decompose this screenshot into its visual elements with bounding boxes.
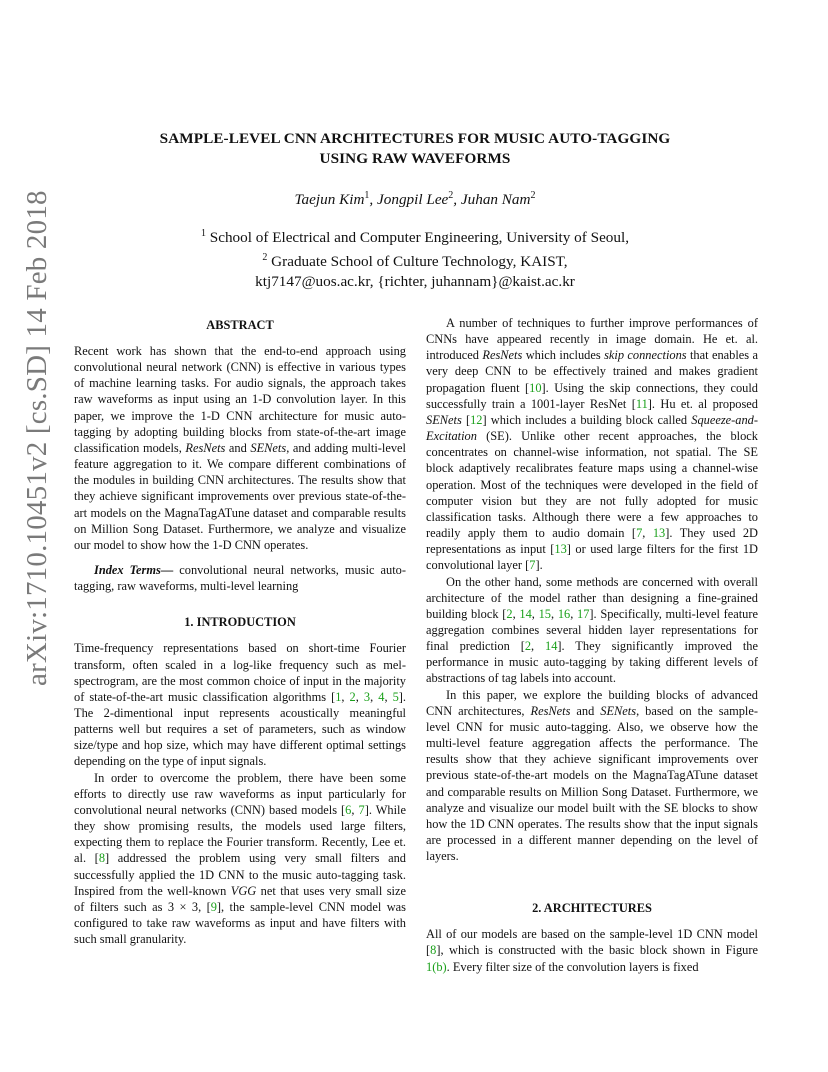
citation-link[interactable]: 6 [345, 802, 352, 817]
affiliations [90, 224, 740, 292]
affiliation-1 [90, 224, 740, 248]
author-affil-sup: 1 [364, 190, 370, 201]
index-terms: Index Terms— convolutional neural networks, music auto-tagging, raw waveforms, multi-level learning [74, 563, 406, 594]
citation-link[interactable]: 3 [363, 689, 371, 704]
affiliation-text: Graduate School of Culture Technology, KAIST, [271, 253, 568, 271]
citation-link[interactable]: 13 [652, 526, 666, 541]
intro-paragraph: In order to overcome the problem, there have been some efforts to directly use raw waveforms as input particularly for convolutional neural networks (CNN) based models [6, 7]. While they show promising results, the models used large filters, expecting them to replace the Fourier transform. Recently, Lee et. al. [8] addressed the problem using very small filters and successfully applied the 1D CNN to the music auto-tagging task. Inspired from the well-known VGG net that uses very small size of filters such as 3 × 3, [9], the sample-level CNN model was configured to take raw waveforms as input and have filters with such small granularity. [74, 770, 407, 947]
citation-link[interactable]: 2 [524, 639, 532, 654]
author-name: Jongpil Lee [377, 191, 449, 209]
introduction-heading: 1. INTRODUCTION [184, 615, 296, 630]
citation-link[interactable]: 14 [545, 639, 558, 654]
intro-paragraph: In this paper, we explore the building blocks of advanced CNN architectures, ResNets and SENets, based on the sample-level CNN for music auto-tagging. Also, we observe how the multi-level feature aggregation affects the performance. The results show that they achieve significant improvements over previous state-of-the-art models on the MagnaTagATune dataset and comparable results on Million Song Dataset. Furthermore, we analyze and visualize our model built with the SE blocks to show how the 1D CNN operates. The results show that the input signals are processed in a different manner depending on the level of layers. [426, 687, 759, 864]
citation-link[interactable]: 9 [210, 899, 217, 914]
citation-link[interactable]: 17 [577, 606, 590, 621]
affiliation-text: School of Electrical and Computer Engineering, University of Seoul, [209, 229, 630, 247]
citation-link[interactable]: 13 [554, 542, 567, 557]
citation-link[interactable]: 4 [378, 689, 385, 704]
citation-link[interactable]: 14 [519, 606, 532, 621]
abstract-heading: ABSTRACT [206, 318, 274, 332]
index-terms-label: Index Terms— [94, 563, 174, 578]
citation-link[interactable]: 16 [557, 606, 571, 621]
figure-reference-link[interactable]: 1(b) [426, 959, 447, 974]
architectures-heading: 2. ARCHITECTURES [532, 901, 652, 916]
author-affil-sup: 2 [530, 190, 536, 201]
citation-link[interactable]: 2 [349, 689, 356, 704]
citation-link[interactable]: 7 [529, 558, 536, 573]
citation-link[interactable]: 11 [635, 396, 648, 411]
left-column [74, 315, 406, 947]
citation-link[interactable]: 7 [636, 526, 643, 541]
author-name: Juhan Nam [460, 191, 531, 209]
title-line-2: USING RAW WAVEFORMS [319, 150, 511, 167]
author-affil-sup: 2 [448, 190, 454, 201]
title-line-1: SAMPLE-LEVEL CNN ARCHITECTURES FOR MUSIC AUTO-TAGGING [159, 130, 671, 147]
citation-link[interactable]: 12 [470, 412, 483, 427]
affil-sup: 1 [200, 228, 206, 239]
citation-link[interactable]: 7 [358, 802, 365, 817]
author-name: Taejun Kim [294, 191, 365, 209]
abstract-text: Recent work has shown that the end-to-end approach using convolutional neural network (CNN) is effective in various types of machine learning tasks. For audio signals, the approach takes raw waveforms as input using an 1-D convolution layer. In this paper, we improve the 1-D CNN architecture for music auto-tagging by adopting building blocks from state-of-the-art image classification models, ResNets and SENets, and adding multi-level feature aggregation to it. We compare different combinations of the modules in building CNN architectures. The results show that they achieve significant improvements over previous state-of-the-art models on the MagnaTagATune dataset and comparable results on Million Song Dataset. Furthermore, we analyze and visualize our model to show how the 1-D CNN operates. [74, 344, 406, 552]
author-emails: ktj7147@uos.ac.kr, {richter, juhannam}@kaist.ac.kr [255, 273, 575, 291]
citation-link[interactable]: 2 [506, 606, 513, 621]
citation-link[interactable]: 15 [538, 606, 551, 621]
arxiv-identifier[interactable]: arXiv:1710.10451v2 [cs.SD] 14 Feb 2018 [21, 190, 53, 686]
architectures-paragraph: All of our models are based on the sample-level 1D CNN model [8], which is constructed with the basic block shown in Figure 1(b). Every filter size of the convolution layers is fixed [426, 927, 758, 974]
citation-link[interactable]: 8 [98, 851, 106, 866]
citation-link[interactable]: 8 [430, 943, 437, 958]
intro-paragraph: Time-frequency representations based on short-time Fourier transform, often scaled in a log-like frequency such as mel-spectrogram, are the most common choice of input in the majority of state-of-the-art music classification algorithms [1, 2, 3, 4, 5]. The 2-dimentional input represents acoustically meaningful patterns well but requires a set of parameters, such as window size/type and hop size, which may have different optimal settings depending on the type of input signals. [74, 641, 407, 769]
intro-paragraph: A number of techniques to further improve performances of CNNs have appeared recently in image domain. He et. al. introduced ResNets which includes skip connections that enables a very deep CNN to be effectively trained and makes gradient propagation fluent [10]. Using the skip connections, they could successfully train a 1001-layer ResNet [11]. Hu et. al proposed SENets [12] which includes a building block called Squeeze-and-Excitation (SE). Unlike other recent approaches, the block concentrates on channel-wise information, not spatial. The SE block adaptively recalibrates feature maps using a channel-wise operation. Most of the techniques were developed in the field of computer vision but they are not fully adopted for music classification tasks. Although there were a few approaches to readily apply them to audio domain [7, 13]. They used 2D representations as input [13] or used large filters for the first 1D convolutional layer [7]. [426, 316, 759, 573]
citation-link[interactable]: 1 [335, 689, 342, 704]
affil-sup: 2 [262, 252, 268, 264]
right-column [426, 315, 758, 975]
paper-title [90, 129, 740, 169]
author-list: Taejun Kim$^1$, Jongpil Lee$^2$, Juhan Nam$^2$ [294, 190, 536, 209]
affiliation-2 [90, 248, 740, 272]
intro-paragraph: On the other hand, some methods are concerned with overall architecture of the model rather than designing a fine-grained building block [2, 14, 15, 16, 17]. Specifically, multi-level feature aggregation combines several hidden layer representations for final prediction [2, 14]. They significantly improved the performance in music auto-tagging by taking different levels of abstractions of tag labels into account. [426, 574, 758, 686]
citation-link[interactable]: 5 [392, 689, 399, 704]
citation-link[interactable]: 10 [529, 380, 542, 395]
